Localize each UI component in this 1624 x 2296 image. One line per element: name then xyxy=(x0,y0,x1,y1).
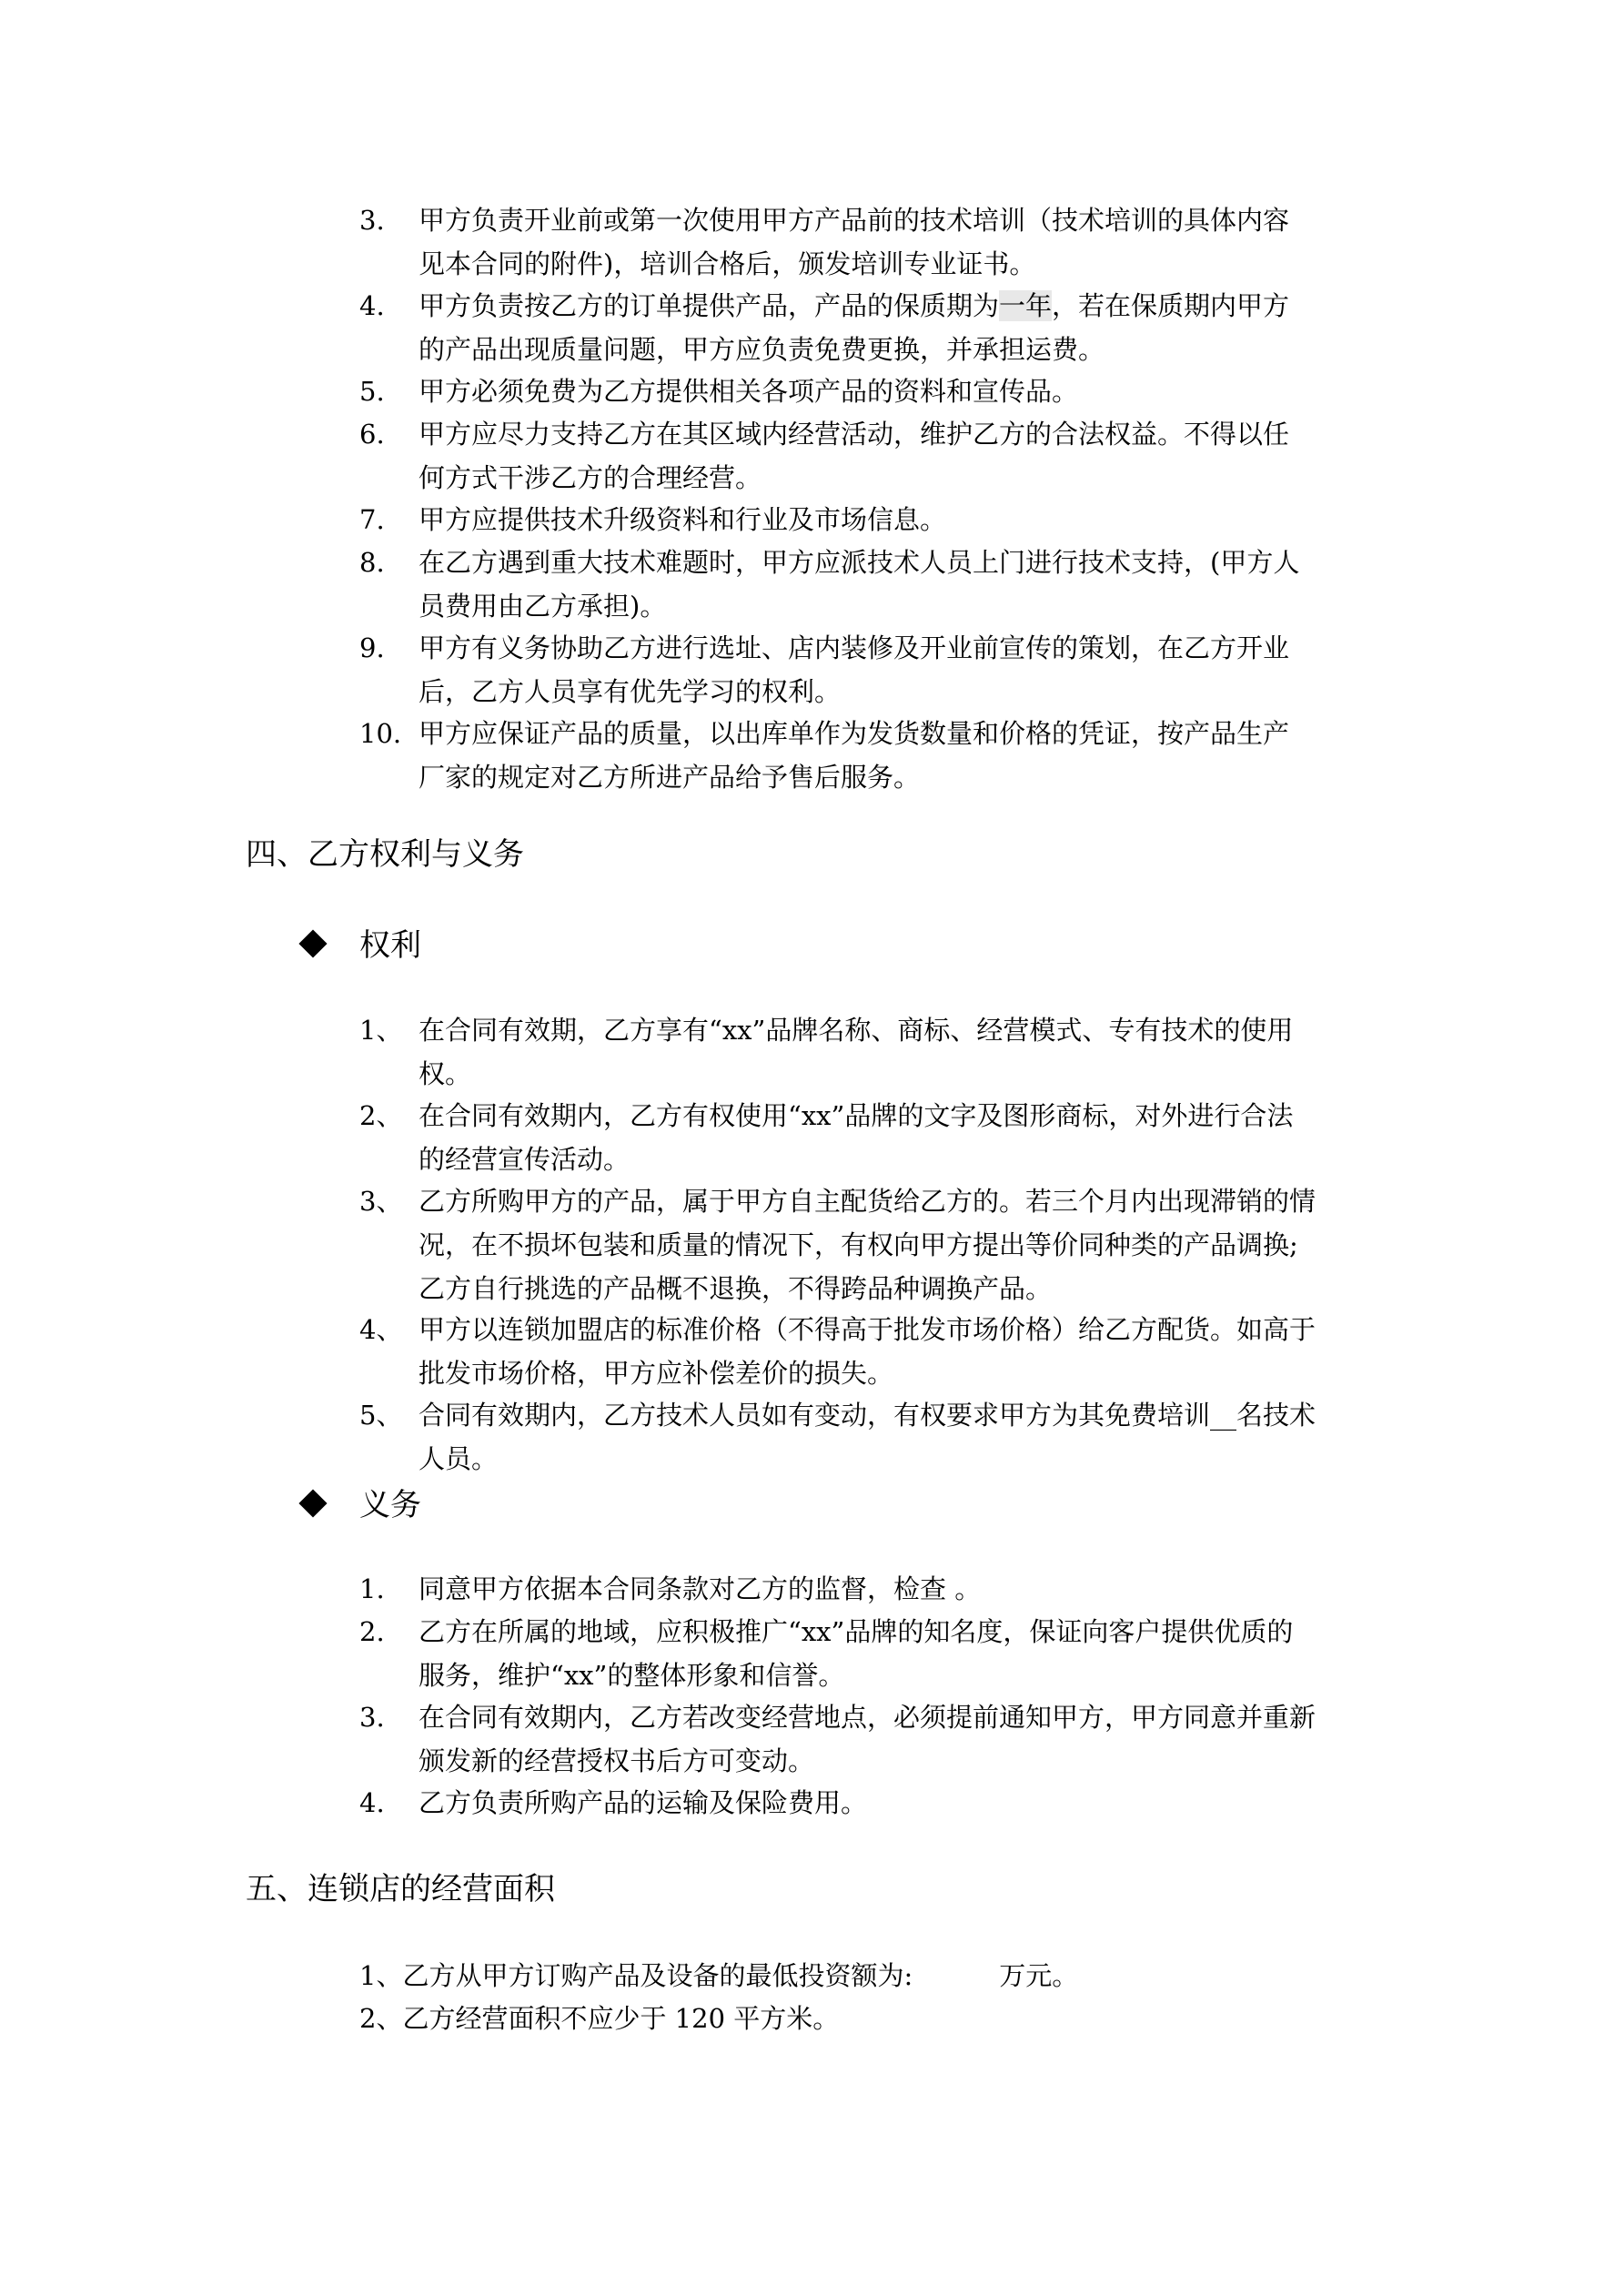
item-text: 甲方负责开业前或第一次使用甲方产品前的技术培训（技术培训的具体内容 xyxy=(419,205,1290,236)
item-text: 同意甲方依据本合同条款对乙方的监督，检查 。 xyxy=(419,1573,982,1604)
item-number: 10. xyxy=(359,718,402,749)
item-text: 在合同有效期内，乙方若改变经营地点，必须提前通知甲方，甲方同意并重新 xyxy=(419,1702,1316,1733)
item-number: 5. xyxy=(359,376,385,407)
item-text: 甲方有义务协助乙方进行选址、店内装修及开业前宣传的策划，在乙方开业 xyxy=(419,632,1290,663)
list-item xyxy=(359,541,1456,628)
item-text: 在合同有效期，乙方享有“xx”品牌名称、商标、经营模式、专有技术的使用 xyxy=(419,1015,1294,1046)
list-item xyxy=(359,1954,1078,1998)
section-heading: 五、连锁店的经营面积 xyxy=(246,1871,555,1907)
item-text: 见本合同的附件)，培训合格后，颁发培训专业证书。 xyxy=(419,248,1036,279)
duties-subheading xyxy=(303,1483,421,1527)
item-text: 在合同有效期内，乙方有权使用“xx”品牌的文字及图形商标，对外进行合法 xyxy=(419,1100,1294,1131)
list-item xyxy=(359,1567,1456,1611)
item-text: 后，乙方人员享有优先学习的权利。 xyxy=(419,676,842,707)
item-number: 4. xyxy=(359,290,385,321)
item-number: 5、 xyxy=(359,1400,403,1431)
item-text: 颁发新的经营授权书后方可变动。 xyxy=(419,1745,815,1776)
diamond-bullet-icon xyxy=(298,1489,327,1517)
list-item xyxy=(359,1781,1456,1825)
item-text: 万元。 xyxy=(999,1960,1079,1991)
item-text: 乙方自行挑选的产品概不退换，不得跨品种调换产品。 xyxy=(419,1273,1053,1304)
list-item xyxy=(359,369,1456,413)
item-number: 4、 xyxy=(359,1314,403,1345)
rights-subheading xyxy=(303,924,421,967)
list-item xyxy=(359,412,1456,500)
rights-title: 权利 xyxy=(359,927,421,964)
item-text xyxy=(419,284,1456,328)
list-item xyxy=(359,1610,1456,1697)
item-number: 6. xyxy=(359,419,385,450)
item-number: 1、 xyxy=(359,1015,403,1046)
list-item xyxy=(359,1997,839,2040)
item-text: 2、乙方经营面积不应少于 120 平方米。 xyxy=(359,2003,840,2034)
item-text: 乙方在所属的地域，应积极推广“xx”品牌的知名度，保证向客户提供优质的 xyxy=(419,1616,1294,1647)
item-text-part: 甲方负责按乙方的订单提供产品，产品的保质期为 xyxy=(419,290,1000,321)
list-item xyxy=(359,1695,1456,1783)
item-text: 况，在不损坏包装和质量的情况下，有权向甲方提出等价同种类的产品调换; xyxy=(419,1229,1298,1260)
item-text: 服务，维护“xx”的整体形象和信誉。 xyxy=(419,1660,845,1691)
list-item xyxy=(359,626,1456,713)
list-item xyxy=(359,712,1456,799)
duties-title: 义务 xyxy=(359,1487,421,1523)
item-text: 乙方所购甲方的产品，属于甲方自主配货给乙方的。若三个月内出现滞销的情 xyxy=(419,1186,1316,1217)
list-item xyxy=(359,1008,1456,1096)
item-text: 何方式干涉乙方的合理经营。 xyxy=(419,462,762,493)
list-item xyxy=(359,1179,1456,1310)
item-text: 批发市场价格，甲方应补偿差价的损失。 xyxy=(419,1358,894,1389)
item-text: 的产品出现质量问题，甲方应负责免费更换，并承担运费。 xyxy=(419,334,1105,365)
item-text: 权。 xyxy=(419,1058,472,1089)
item-text: 甲方应保证产品的质量，以出库单作为发货数量和价格的凭证，按产品生产 xyxy=(419,718,1290,749)
item-text-part: ，若在保质期内甲方 xyxy=(1052,290,1290,321)
list-item xyxy=(359,1393,1456,1481)
item-text: 乙方负责所购产品的运输及保险费用。 xyxy=(419,1787,868,1818)
item-text: 在乙方遇到重大技术难题时，甲方应派技术人员上门进行技术支持，(甲方人 xyxy=(419,547,1300,578)
item-text: 人员。 xyxy=(419,1443,499,1474)
diamond-bullet-icon xyxy=(298,929,327,957)
section-heading: 四、乙方权利与义务 xyxy=(246,836,524,873)
item-text: 甲方应提供技术升级资料和行业及市场信息。 xyxy=(419,504,947,535)
list-item xyxy=(359,198,1456,286)
item-text: 合同有效期内，乙方技术人员如有变动，有权要求甲方为其免费培训__名技术 xyxy=(419,1400,1316,1431)
item-number: 3、 xyxy=(359,1186,403,1217)
item-text: 甲方以连锁加盟店的标准价格（不得高于批发市场价格）给乙方配货。如高于 xyxy=(419,1314,1316,1345)
item-number: 2. xyxy=(359,1616,385,1647)
item-number: 3. xyxy=(359,1702,385,1733)
item-text: 1、乙方从甲方订购产品及设备的最低投资额为: xyxy=(359,1960,913,1991)
list-item xyxy=(359,498,1456,541)
highlighted-text: 一年 xyxy=(999,290,1053,321)
item-number: 1. xyxy=(359,1573,385,1604)
item-number: 2、 xyxy=(359,1100,403,1131)
list-item xyxy=(359,284,1456,371)
item-number: 4. xyxy=(359,1787,385,1818)
item-text: 厂家的规定对乙方所进产品给予售后服务。 xyxy=(419,762,921,793)
item-number: 8. xyxy=(359,547,385,578)
item-text: 甲方必须免费为乙方提供相关各项产品的资料和宣传品。 xyxy=(419,376,1079,407)
item-number: 9. xyxy=(359,632,385,663)
list-item xyxy=(359,1094,1456,1181)
list-item xyxy=(359,1308,1456,1395)
item-text: 员费用由乙方承担)。 xyxy=(419,591,667,622)
item-text: 的经营宣传活动。 xyxy=(419,1144,630,1175)
item-number: 3. xyxy=(359,205,385,236)
item-text: 甲方应尽力支持乙方在其区域内经营活动，维护乙方的合法权益。不得以任 xyxy=(419,419,1290,450)
item-number: 7. xyxy=(359,504,385,535)
